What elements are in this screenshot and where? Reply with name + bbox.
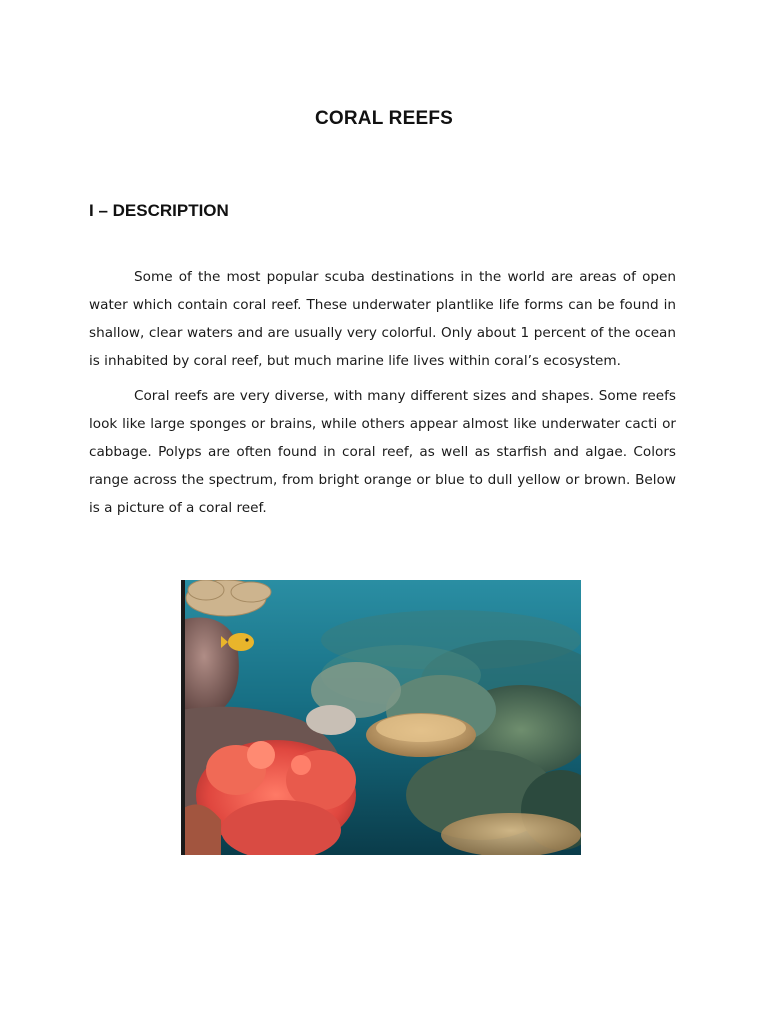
section-heading: I – DESCRIPTION: [89, 201, 229, 220]
coral-reef-illustration: [181, 580, 581, 855]
paragraph-1: Some of the most popular scuba destinations in the world are areas of open water which contain coral reef. These underwater plantlike life forms can be found in shallow, clear waters and are usually very colorful. Only about 1 percent of the ocean is inhabited by coral reef, but much marine life lives within coral’s ecosystem.: [89, 269, 676, 369]
paragraph-2: Coral reefs are very diverse, with many different sizes and shapes. Some reefs look like large sponges or brains, while others appear almost like underwater cacti or cabbage. Polyps are often found in coral reef, as well as starfish and algae. Colors range across the spectrum, from bright orange or blue to dull yellow or brown. Below is a picture of a coral reef.: [89, 388, 676, 516]
page-title: CORAL REEFS: [314, 108, 454, 129]
coral-reef-photo: [181, 580, 581, 855]
